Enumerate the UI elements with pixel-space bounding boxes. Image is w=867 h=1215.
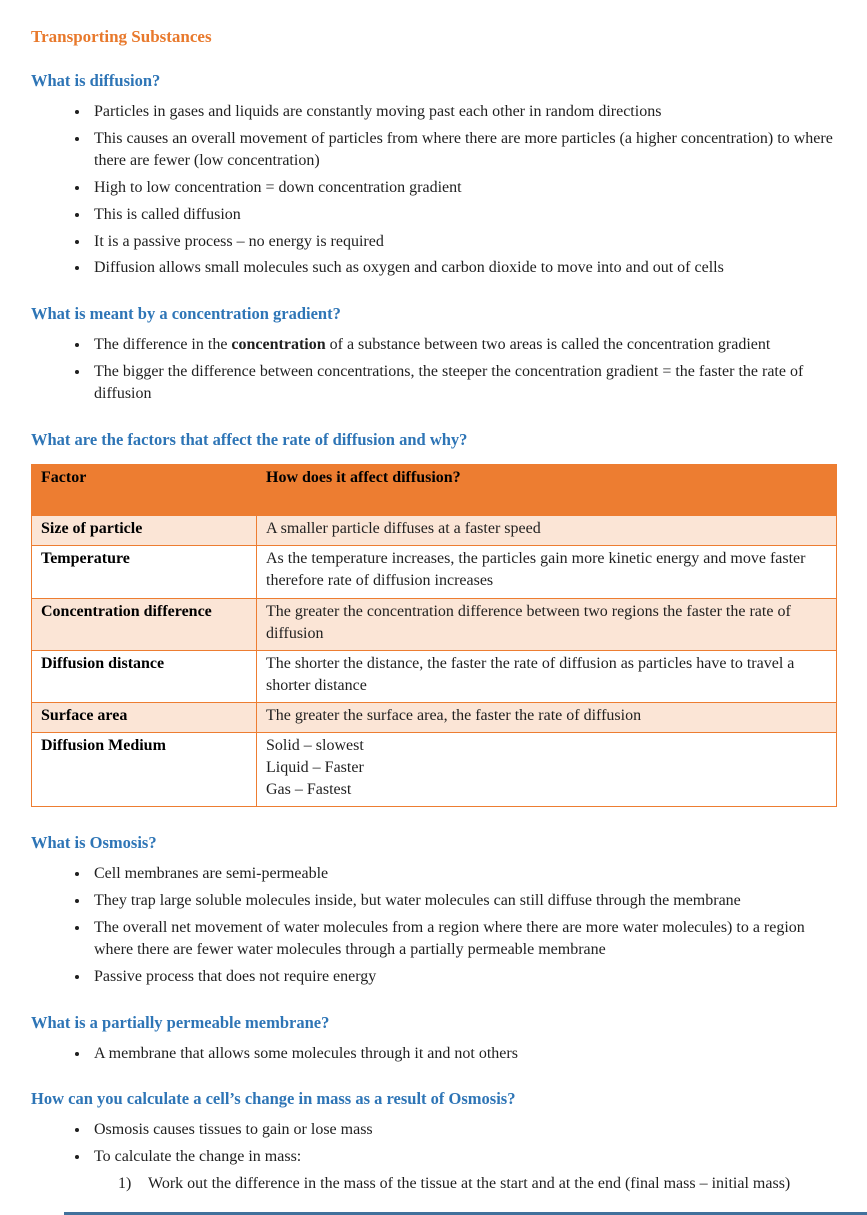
factor-cell: Diffusion distance <box>32 650 257 702</box>
bullet-item <box>90 334 837 357</box>
table-row <box>32 650 837 702</box>
factors-heading: What are the factors that affect the rate of diffusion and why? <box>31 430 468 450</box>
bullet-item: • The bigger the difference between concentrations, the steeper the concentration gradient = the faster the rate of diffusion <box>90 361 837 406</box>
section-change-in-mass <box>31 1089 837 1195</box>
bullet-item: • High to low concentration = down concentration gradient <box>90 177 837 200</box>
numbered-item <box>118 1173 837 1196</box>
bullet-item: • Passive process that does not require energy <box>90 966 837 989</box>
section-diffusion <box>31 71 837 280</box>
table-row <box>32 516 837 546</box>
diffusion-bullet-list <box>31 101 837 280</box>
column-header-factor: Factor <box>32 465 257 516</box>
effect-cell: The greater the concentration difference between two regions the faster the rate of diffusion <box>257 598 837 650</box>
mass-heading: How can you calculate a cell’s change in mass as a result of Osmosis? <box>31 1089 516 1109</box>
effect-cell: The greater the surface area, the faster the rate of diffusion <box>257 702 837 732</box>
gradient-heading: What is meant by a concentration gradient? <box>31 304 341 324</box>
table-header-row <box>32 465 837 516</box>
bullet-text-post: of a substance between two areas is called the concentration gradient <box>325 336 771 354</box>
diffusion-heading: What is diffusion? <box>31 71 161 90</box>
effect-line: Liquid – Faster <box>266 758 364 776</box>
bullet-item: • Cell membranes are semi-permeable <box>90 863 837 886</box>
page-title: Transporting Substances <box>31 27 212 46</box>
factors-table <box>31 464 837 807</box>
item-number: 1) <box>118 1174 132 1192</box>
effect-cell <box>257 732 837 806</box>
bullet-item: • This is called diffusion <box>90 204 837 227</box>
bullet-item: • Osmosis causes tissues to gain or lose mass <box>90 1119 837 1142</box>
bullet-text-bold: concentration <box>231 336 326 354</box>
bullet-item: • The overall net movement of water molecules from a region where there are more water molecules) to a region where there are fewer water molecules through a partially permeable membrane <box>90 917 837 962</box>
effect-line: Gas – Fastest <box>266 781 352 799</box>
effect-cell: As the temperature increases, the particles gain more kinetic energy and move faster therefore rate of diffusion increases <box>257 546 837 598</box>
bullet-item: • This causes an overall movement of particles from where there are more particles (a higher concentration) to where there are fewer (low concentration) <box>90 128 837 173</box>
effect-cell: A smaller particle diffuses at a faster speed <box>257 516 837 546</box>
mass-bullet-list <box>31 1119 837 1168</box>
bullet-item: • It is a passive process – no energy is required <box>90 231 837 254</box>
factor-cell: Concentration difference <box>32 598 257 650</box>
bullet-text-pre: The difference in the <box>94 336 232 354</box>
table-row <box>32 546 837 598</box>
column-header-effect: How does it affect diffusion? <box>257 465 837 516</box>
section-factors <box>31 430 837 807</box>
factor-cell: Diffusion Medium <box>32 732 257 806</box>
gradient-bullet-list <box>31 334 837 406</box>
factor-cell: Surface area <box>32 702 257 732</box>
membrane-heading: What is a partially permeable membrane? <box>31 1012 330 1032</box>
section-partially-permeable-membrane <box>31 1013 837 1066</box>
bullet-item: • To calculate the change in mass: <box>90 1146 837 1169</box>
effect-line: Solid – slowest <box>266 736 364 754</box>
section-concentration-gradient <box>31 304 837 406</box>
bullet-item: • They trap large soluble molecules inside, but water molecules can still diffuse through the membrane <box>90 890 837 913</box>
bullet-item: • Particles in gases and liquids are constantly moving past each other in random directions <box>90 101 837 124</box>
membrane-bullet-list <box>31 1043 837 1066</box>
numbered-list <box>31 1173 837 1196</box>
effect-cell: The shorter the distance, the faster the rate of diffusion as particles have to travel a shorter distance <box>257 650 837 702</box>
bullet-item: • Diffusion allows small molecules such as oxygen and carbon dioxide to move into and out of cells <box>90 257 837 280</box>
item-text: Work out the difference in the mass of the tissue at the start and at the end (final mass – initial mass) <box>148 1174 791 1192</box>
table-row <box>32 702 837 732</box>
table-row <box>32 732 837 806</box>
factor-cell: Size of particle <box>32 516 257 546</box>
bullet-item: • A membrane that allows some molecules through it and not others <box>90 1043 837 1066</box>
section-osmosis <box>31 833 837 989</box>
factor-cell: Temperature <box>32 546 257 598</box>
osmosis-bullet-list <box>31 863 837 989</box>
osmosis-heading: What is Osmosis? <box>31 833 157 853</box>
table-row <box>32 598 837 650</box>
